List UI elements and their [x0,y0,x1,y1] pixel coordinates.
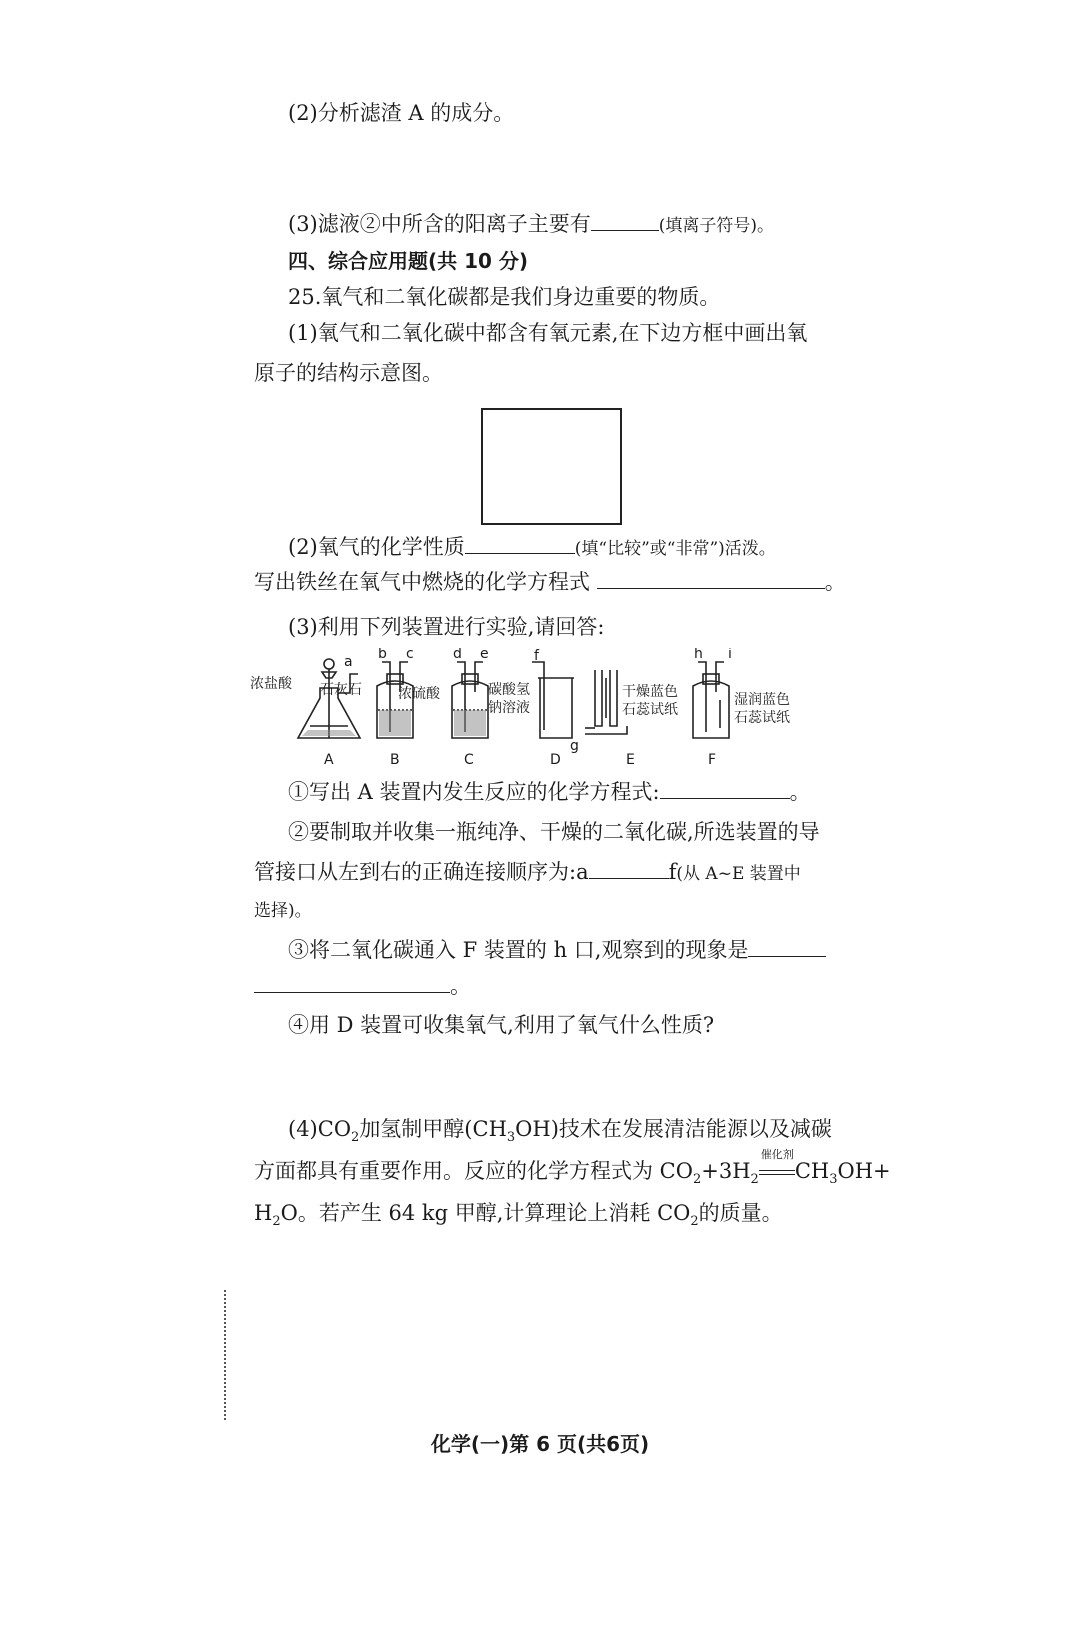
apparatus-diagram [250,648,850,768]
reagent-wet-2: 石蕊试纸 [734,710,790,726]
text-run: +3H [701,1159,751,1183]
answer-blank-iron-equation[interactable] [597,566,825,589]
subscript: 2 [692,1172,702,1188]
q24-part3 [288,208,774,241]
q25-3-2-hint: (从 A~E 装置中 [676,864,801,884]
subscript: 2 [750,1172,759,1188]
q25-3-2-end-port: f [668,860,677,884]
answer-blank-a-equation[interactable] [660,776,790,799]
apparatus-label-c: C [464,752,474,768]
q25-part1-line1: (1)氧气和二氧化碳中都含有氧元素,在下边方框中画出氧 [288,321,808,345]
q24-part2: (2)分析滤渣 A 的成分。 [288,101,515,125]
period: 。 [824,570,846,594]
binding-margin-dots [224,1290,226,1420]
catalyst-condition [759,1148,795,1186]
reagent-dry-1: 干燥蓝色 [622,684,678,700]
q25-3-4: ④用 D 装置可收集氧气,利用了氧气什么性质? [288,1013,715,1037]
text-run: (4)CO [288,1117,352,1141]
text-run: OH)技术在发展清洁能源以及减碳 [515,1117,832,1141]
q25-3-2-line3: 选择)。 [254,901,312,921]
port-label-f: f [534,648,539,664]
q25-3-3 [288,934,826,965]
q25-3-3-text: ③将二氧化碳通入 F 装置的 h 口,观察到的现象是 [288,938,749,962]
apparatus-label-a: A [324,752,334,768]
q25-3-2-line1: ②要制取并收集一瓶纯净、干燥的二氧化碳,所选装置的导 [288,820,820,844]
subscript: 2 [351,1130,360,1146]
apparatus-f [693,662,729,738]
apparatus-label-d: D [550,752,561,768]
subscript: 3 [506,1130,516,1146]
q25-4-line2 [254,1148,891,1195]
answer-blank-connection-order[interactable] [589,856,669,879]
apparatus-d [532,662,574,738]
text-run: CH [794,1159,830,1183]
reagent-sulfuric: 浓硫酸 [398,686,440,702]
text-run: 的质量。 [698,1201,783,1225]
q25-part1-line2: 原子的结构示意图。 [254,361,443,385]
reagent-dry-2: 石蕊试纸 [622,702,678,718]
apparatus-label-e: E [626,752,635,768]
reagent-bicarb-2: 钠溶液 [488,700,530,716]
port-label-i: i [728,648,732,662]
reagent-acid: 浓盐酸 [250,676,292,692]
text-run: O。若产生 64 kg 甲醇,计算理论上消耗 CO [280,1201,691,1225]
q25-3-3-line2 [254,970,471,1001]
answer-blank-activity[interactable] [465,531,575,554]
port-label-e: e [480,648,489,662]
apparatus-label-b: B [390,752,400,768]
q25-4-line3 [254,1198,783,1237]
q25-4-line1 [288,1114,832,1153]
text-run: OH+ [837,1159,891,1183]
q25-3-2-line2 [254,856,801,889]
answer-blank-phenomenon-2[interactable] [254,970,450,993]
period: 。 [450,974,471,998]
q25-part2-text: (2)氧气的化学性质 [288,535,465,559]
apparatus-a [298,659,360,738]
port-label-c: c [406,648,414,662]
port-label-a: a [344,654,353,670]
q25-3-1 [288,776,811,807]
subscript: 3 [829,1172,838,1188]
subscript: 2 [272,1214,281,1230]
subscript: 2 [690,1214,699,1230]
q25-part2-equation-text: 写出铁丝在氧气中燃烧的化学方程式 [254,570,590,594]
q25-3-1-text: ①写出 A 装置内发生反应的化学方程式: [288,780,660,804]
q24-part3-text: (3)滤液②中所含的阳离子主要有 [288,212,591,236]
port-label-b: b [378,648,387,662]
q24-part3-hint: (填离子符号)。 [658,216,775,236]
q25-3-2-text: 管接口从左到右的正确连接顺序为:a [254,860,589,884]
text-run: 方面都具有重要作用。反应的化学方程式为 CO [254,1159,693,1183]
q25-intro: 25.氧气和二氧化碳都是我们身边重要的物质。 [288,285,721,309]
port-label-d: d [453,648,462,662]
port-label-h: h [694,648,703,662]
drawing-answer-box[interactable] [481,408,622,525]
catalyst-label: 催化剂 [760,1148,794,1161]
q25-part2-hint: (填“比较”或“非常”)活泼。 [574,539,776,559]
reagent-wet-1: 湿润蓝色 [734,692,790,708]
reagent-limestone: 石灰石 [320,682,362,698]
q25-part2-line1 [288,531,776,564]
page-footer: 化学(一)第 6 页(共6页) [430,1432,650,1456]
q25-part2-line2 [254,566,846,597]
text-run: 加氢制甲醇(CH [359,1117,507,1141]
section-heading: 四、综合应用题(共 10 分) [288,249,529,273]
answer-blank-cations[interactable] [591,208,659,231]
reagent-bicarb-1: 碳酸氢 [488,682,530,698]
period: 。 [789,780,811,804]
apparatus-e [585,670,627,734]
q25-part3: (3)利用下列装置进行实验,请回答: [288,615,605,639]
port-label-g: g [570,738,579,754]
apparatus-label-f: F [708,752,717,768]
text-run: H [254,1201,273,1225]
answer-blank-phenomenon-1[interactable] [748,934,826,957]
